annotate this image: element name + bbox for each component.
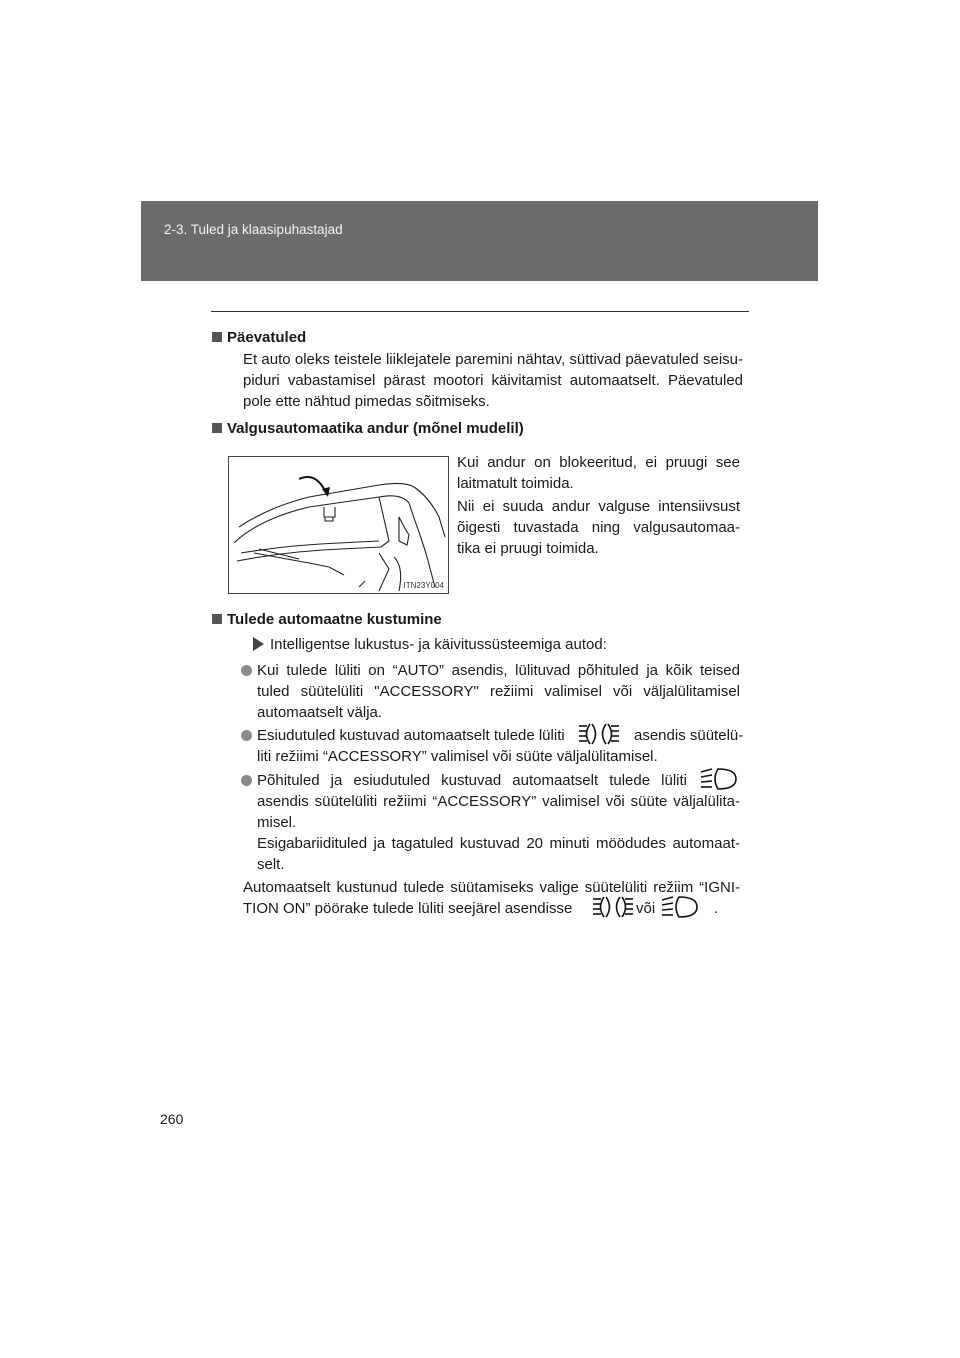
bullet-1: Kui tulede lüliti on “AUTO” asendis, lülituvad põhituled ja kõik teised tuled süütelüliti "ACCESSORY" režiimi valimisel või väljalülitamisel automaatselt välja. <box>257 662 740 721</box>
sensor-para-2: Nii ei suuda andur valguse intensiivsust õigesti tuvastada ning valgusautomaa- tika ei pruugi toimida. <box>457 498 740 557</box>
round-bullet-icon <box>241 730 252 741</box>
chapter-header <box>141 201 818 281</box>
daylights-heading: Päevatuled <box>212 327 306 348</box>
windshield-sensor-figure <box>228 456 449 594</box>
autooff-subheading: Intelligentse lukustus- ja käivitussüsteemiga autod: <box>253 634 607 655</box>
bullet-3-line-1: Põhituled ja esiudutuled kustuvad automaatselt tulede lüliti <box>257 772 687 789</box>
bullet-3-body: asendis süütelüliti režiimi “ACCESSORY” valimisel või süüte väljalülita- misel. Esigabariidituled ja tagatuled kustuvad 20 minuti möödudes automaat- selt. <box>257 793 740 873</box>
headlight-icon <box>661 895 699 919</box>
bullet-2-line-1a: Esiudutuled kustuvad automaatselt tulede lüliti <box>257 727 565 744</box>
top-rule <box>211 311 749 312</box>
fog-light-icon <box>578 722 620 746</box>
note-line-2a: TION ON” pöörake tulede lüliti seejärel asendisse <box>243 900 573 917</box>
fog-light-icon <box>592 895 634 919</box>
headlight-icon <box>700 767 738 791</box>
sensor-heading: Valgusautomaatika andur (mõnel mudelil) <box>212 418 524 439</box>
bullet-2-line-1b: asendis süütelü- <box>634 727 744 744</box>
square-bullet-icon <box>212 332 222 342</box>
square-bullet-icon <box>212 614 222 624</box>
sensor-para-1: Kui andur on blokeeritud, ei pruugi see laitmatult toimida. <box>457 454 740 492</box>
windshield-illustration <box>229 457 448 593</box>
triangle-marker-icon <box>253 637 264 651</box>
note-line-1: Automaatselt kustunud tulede süütamiseks valige süütelüliti režiim “IGNI- <box>243 879 740 896</box>
figure-code: ITN23Y004 <box>403 581 444 590</box>
autooff-heading: Tulede automaatne kustumine <box>212 609 442 630</box>
bullet-2-line-2: liti režiimi “ACCESSORY” valimisel või süüte väljalülitamisel. <box>257 748 658 765</box>
chapter-title: 2-3. Tuled ja klaasipuhastajad <box>164 222 343 237</box>
round-bullet-icon <box>241 665 252 676</box>
page-number: 260 <box>160 1111 184 1127</box>
square-bullet-icon <box>212 423 222 433</box>
round-bullet-icon <box>241 775 252 786</box>
note-or: või <box>636 900 656 917</box>
note-end: . <box>714 900 719 917</box>
daylights-text: Et auto oleks teistele liiklejatele paremini nähtav, süttivad päevatuled seisu- piduri vabastamisel pärast mootori käivitamist automaatselt. Päevatuled pole ette nähtud pimedas sõitmiseks. <box>243 351 743 410</box>
